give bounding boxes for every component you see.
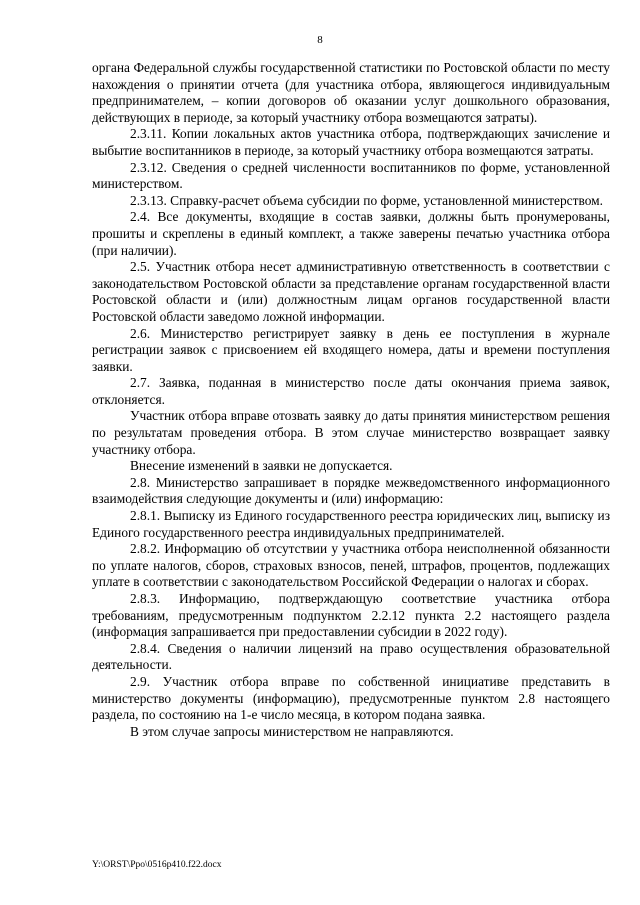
document-body [92, 60, 610, 740]
page-number: 8 [317, 34, 323, 46]
paragraph-withdraw: Участник отбора вправе отозвать заявку до даты принятия министерством решения по результатам проведения отбора. В этом случае министерство возвращает заявку участнику отбора. [92, 408, 610, 457]
paragraph-2-8: 2.8. Министерство запрашивает в порядке межведомственного информационного взаимодействия следующие документы и (или) информацию: [92, 474, 610, 507]
paragraph-2-8-1: 2.8.1. Выписку из Единого государственного реестра юридических лиц, выписку из Единого государственного реестра индивидуальных предпринимателей. [92, 508, 610, 540]
paragraph-no-changes: Внесение изменений в заявки не допускается. [130, 458, 393, 474]
paragraph-no-requests: В этом случае запросы министерством не направляются. [130, 723, 454, 739]
paragraph-2-4: 2.4. Все документы, входящие в состав заявки, должны быть пронумерованы, прошиты и скреплены в единый комплект, а также заверены печатью участника отбора (при наличии). [92, 209, 610, 258]
paragraph-2-3-13: 2.3.13. Справку-расчет объема субсидии по форме, установленной министерством. [130, 192, 603, 208]
paragraph-2-9: 2.9. Участник отбора вправе по собственной инициативе представить в министерство документы (информацию), предусмотренные пунктом 2.8 настоящего раздела, по состоянию на 1-е число месяца, в котором подана заявка. [92, 673, 610, 723]
paragraph-2-3-11: 2.3.11. Копии локальных актов участника отбора, подтверждающих зачисление и выбытие воспитанников в периоде, за который участнику отбора возмещаются затраты. [92, 126, 610, 158]
paragraph-2-8-3: 2.8.3. Информацию, подтверждающую соответствие участника отбора требованиям, предусмотренным подпунктом 2.2.12 пункта 2.2 настоящего раздела (информация запрашивается при предоставлении субсидии в 2022 году). [92, 591, 610, 640]
paragraph-2-6: 2.6. Министерство регистрирует заявку в день ее поступления в журнале регистрации заявок с присвоением ей входящего номера, даты и времени поступления заявки. [92, 325, 610, 374]
paragraph-2-3-12: 2.3.12. Сведения о средней численности воспитанников по форме, установленной министерством. [92, 159, 610, 192]
paragraph-continuation: органа Федеральной службы государственной статистики по Ростовской области по месту нахождения о принятии отчета (для участника отбора, являющегося индивидуальным предпринимателем, – копии договоров об оказании услуг дошкольного образования, действующих в периоде, за который участнику отбора возмещаются затраты). [92, 60, 610, 125]
footer-file-path: Y:\ORST\Ppo\0516p410.f22.docx [92, 860, 222, 870]
paragraph-2-8-2: 2.8.2. Информацию об отсутствии у участника отбора неисполненной обязанности по уплате налогов, сборов, страховых взносов, пеней, штрафов, процентов, подлежащих уплате в соответствии с законодательством Российской Федерации о налогах и сборах. [92, 541, 610, 590]
paragraph-2-8-4: 2.8.4. Сведения о наличии лицензий на право осуществления образовательной деятельности. [92, 640, 610, 673]
paragraph-2-7: 2.7. Заявка, поданная в министерство после даты окончания приема заявок, отклоняется. [92, 375, 610, 407]
paragraph-2-5: 2.5. Участник отбора несет административную ответственность в соответствии с законодательством Ростовской области за представление органам государственной власти Ростовской области и (или) должностным лицам органов государственной власти Ростовской области заведомо ложной информации. [92, 259, 610, 324]
